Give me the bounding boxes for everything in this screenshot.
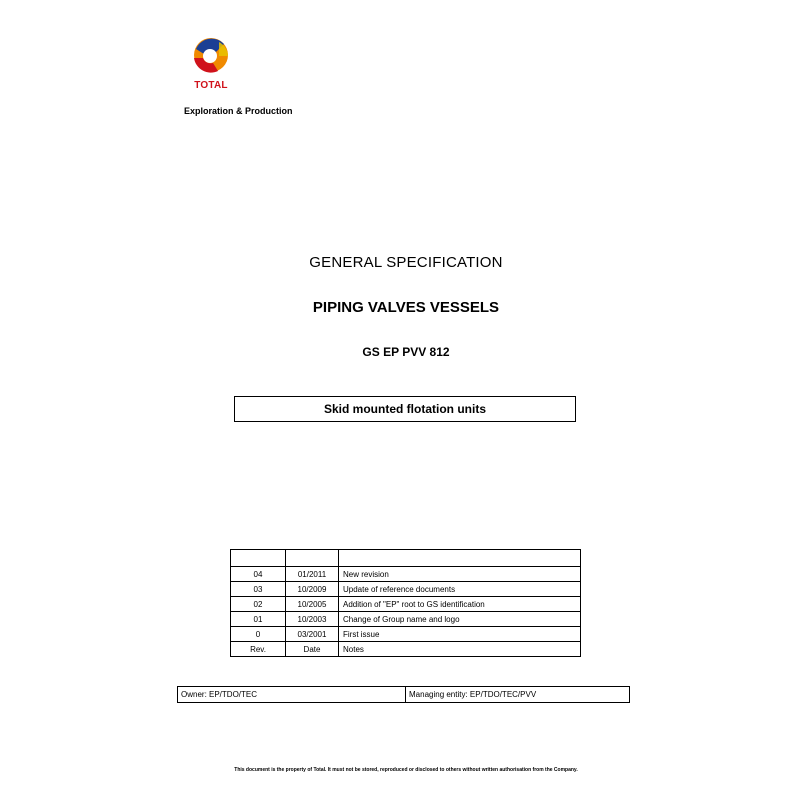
table-header-row [231,642,581,657]
notes-cell: Change of Group name and logo [339,612,581,627]
logo-wordmark: TOTAL [194,80,228,91]
rev-cell: 04 [231,567,286,582]
notes-cell: Update of reference documents [339,582,581,597]
managing-entity-label: Managing entity: EP/TDO/TEC/PVV [409,690,537,699]
rev-cell: 01 [231,612,286,627]
table-cell [339,550,581,567]
notes-cell: Addition of "EP" root to GS identification [339,597,581,612]
notes-header: Notes [339,642,581,657]
total-logo-icon [188,34,234,78]
table-row-blank [231,550,581,567]
date-cell: 01/2011 [286,567,339,582]
division-name: Exploration & Production [184,106,293,116]
table-row [231,582,581,597]
rev-cell: 0 [231,627,286,642]
document-category: PIPING VALVES VESSELS [312,299,500,316]
table-row [231,627,581,642]
table-cell [231,550,286,567]
confidentiality-notice: This document is the property of Total. It must not be stored, reproduced or disclosed to others without written authorisation from the Company. [234,767,578,773]
notes-cell: First issue [339,627,581,642]
date-cell: 10/2009 [286,582,339,597]
company-logo [188,34,234,96]
document-title: Skid mounted flotation units [324,402,486,416]
revision-table [230,549,581,657]
document-title-box [234,396,576,422]
rev-header: Rev. [231,642,286,657]
date-cell: 10/2003 [286,612,339,627]
table-row [231,597,581,612]
date-cell: 03/2001 [286,627,339,642]
table-row [231,612,581,627]
document-reference: GS EP PVV 812 [362,345,450,359]
table-row [231,567,581,582]
rev-cell: 02 [231,597,286,612]
table-cell [286,550,339,567]
ownership-box [177,686,630,703]
date-cell: 10/2005 [286,597,339,612]
notes-cell: New revision [339,567,581,582]
date-header: Date [286,642,339,657]
document-type: GENERAL SPECIFICATION [309,254,503,271]
rev-cell: 03 [231,582,286,597]
owner-label: Owner: EP/TDO/TEC [178,687,406,702]
